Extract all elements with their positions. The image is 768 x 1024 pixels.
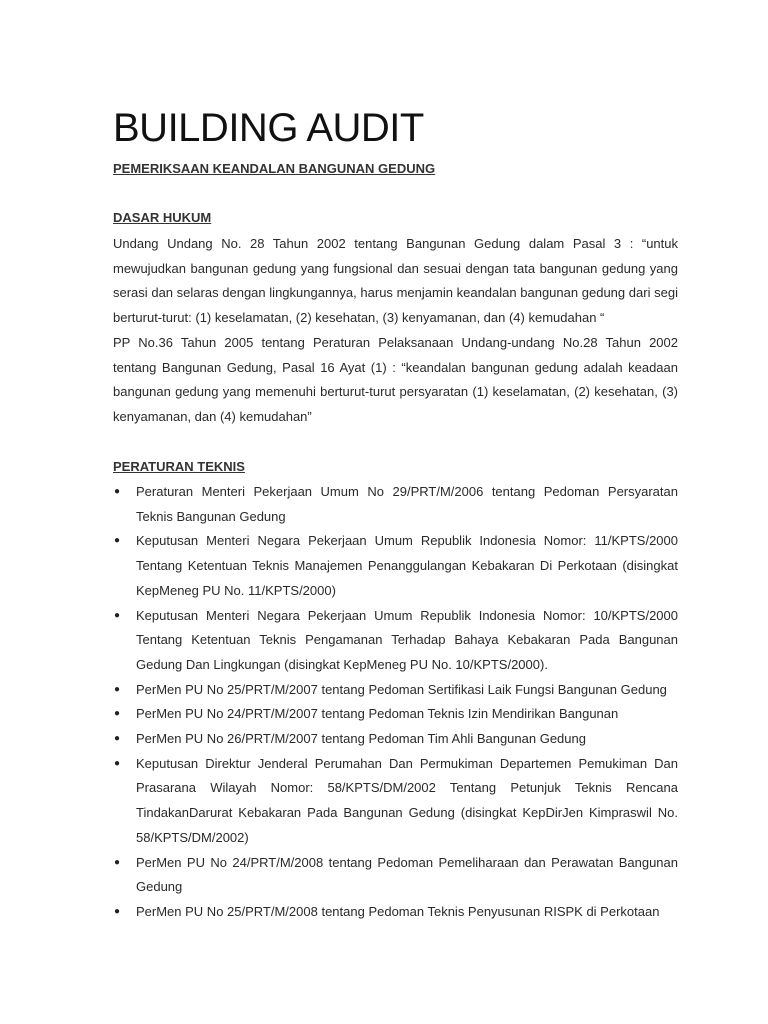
list-item-text: Keputusan Direktur Jenderal Perumahan Dan Permukiman Departemen Pemukiman Dan Prasarana Wilayah Nomor: 58/KPTS/DM/2002 Tentang Petunjuk Teknis Rencana TindakanDarurat Kebakaran Pada Bangunan Gedung (disingkat KepDirJen Kimpraswil No. 58/KPTS/DM/2002) [136,755,678,845]
bullet-icon: ● [113,683,121,695]
bullet-icon: ● [113,535,121,547]
list-item [113,604,678,678]
document-title: BUILDING AUDIT [113,106,424,150]
dasar-hukum-paragraph: PP No.36 Tahun 2005 tentang Peraturan Pelaksanaan Undang-undang No.28 Tahun 2002 tentang Bangunan Gedung, Pasal 16 Ayat (1) : “keandalan bangunan gedung adalah keadaan bangunan gedung yang memenuhi berturut-turut persyaratan (1) keselamatan, (2) kesehatan, (3) kenyamanan, dan (4) kemudahan” [113,334,678,424]
dasar-hukum-paragraph: Undang Undang No. 28 Tahun 2002 tentang Bangunan Gedung dalam Pasal 3 : “untuk mewujudkan bangunan gedung yang fungsional dan sesuai dengan tata bangunan gedung yang serasi dan selaras dengan lingkungannya, harus menjamin keandalan bangunan gedung dari segi berturut-turut: (1) keselamatan, (2) kesehatan, (3) kenyamanan, dan (4) kemudahan “ [113,236,678,326]
bullet-icon: ● [113,856,121,868]
dasar-hukum-body [113,232,678,430]
bullet-icon: ● [113,905,121,917]
list-item [113,480,678,529]
bullet-icon: ● [113,609,121,621]
bullet-icon: ● [113,486,121,497]
list-item-text: PerMen PU No 25/PRT/M/2007 tentang Pedoman Sertifikasi Laik Fungsi Bangunan Gedung [136,681,667,697]
document-subtitle: PEMERIKSAAN KEANDALAN BANGUNAN GEDUNG [113,161,436,176]
list-item-text: PerMen PU No 24/PRT/M/2008 tentang Pedoman Pemeliharaan dan Perawatan Bangunan Gedung [136,854,678,895]
peraturan-teknis-list [113,480,678,925]
bullet-icon: ● [113,708,121,720]
list-item [113,851,678,900]
list-item [113,727,678,752]
list-item-text: PerMen PU No 24/PRT/M/2007 tentang Pedoman Teknis Izin Mendirikan Bangunan [136,706,619,722]
bullet-icon: ● [113,757,121,769]
list-item [113,702,678,727]
list-item-text: PerMen PU No 25/PRT/M/2008 tentang Pedoman Teknis Penyusunan RISPK di Perkotaan [136,903,660,919]
list-item-text: PerMen PU No 26/PRT/M/2007 tentang Pedoman Tim Ahli Bangunan Gedung [136,731,586,747]
list-item-text: Keputusan Menteri Negara Pekerjaan Umum Republik Indonesia Nomor: 10/KPTS/2000 Tentang Ketentuan Teknis Pengamanan Terhadap Bahaya Kebakaran Pada Bangunan Gedung Dan Lingkungan (disingkat KepMeneg PU No. 10/KPTS/2000). [136,607,678,672]
dasar-hukum-heading: DASAR HUKUM [113,210,212,225]
list-item [113,752,678,851]
list-item [113,529,678,603]
bullet-icon: ● [113,733,121,745]
peraturan-teknis-heading: PERATURAN TEKNIS [113,459,245,474]
list-item-text: Keputusan Menteri Negara Pekerjaan Umum Republik Indonesia Nomor: 11/KPTS/2000 Tentang Ketentuan Teknis Manajemen Penanggulangan Kebakaran Di Perkotaan (disingkat KepMeneg PU No. 11/KPTS/2000) [136,533,678,598]
list-item [113,900,678,925]
list-item-text: Peraturan Menteri Pekerjaan Umum No 29/PRT/M/2006 tentang Pedoman Persyaratan Teknis Bangunan Gedung [136,484,678,524]
list-item [113,678,678,703]
